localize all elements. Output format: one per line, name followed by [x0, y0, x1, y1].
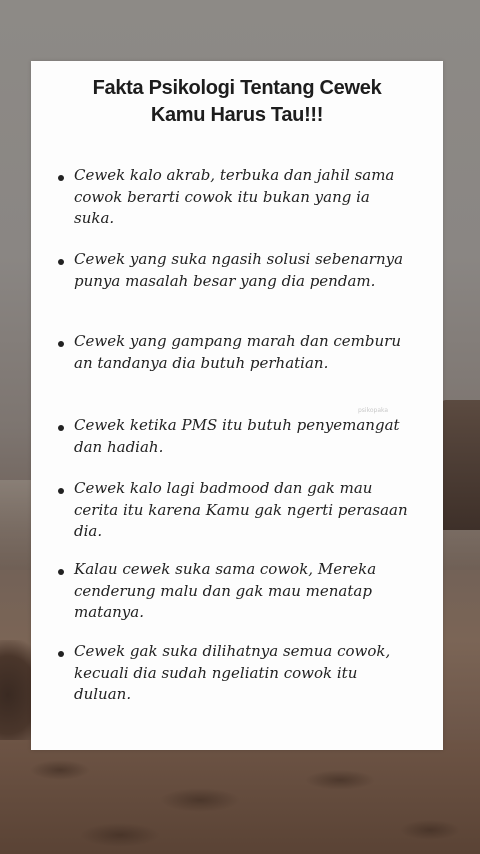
bullet-icon: [58, 259, 64, 265]
cliff-background: [440, 400, 480, 530]
card-title-line-1: Fakta Psikologi Tentang Cewek: [92, 77, 382, 99]
card-title-line-2: Kamu Harus Tau!!!: [150, 104, 324, 126]
fact-card: [31, 61, 443, 750]
fact-text: Cewek kalo akrab, terbuka dan jahil sama cowok berarti cowok itu bukan yang ia suka.: [74, 166, 395, 227]
fact-text: Kalau cewek suka sama cowok, Mereka cenderung malu dan gak mau menatap matanya.: [74, 560, 377, 621]
bullet-icon: [58, 175, 64, 181]
fact-text: Cewek yang gampang marah dan cemburu an tandanya dia butuh perhatian.: [74, 332, 401, 372]
bullet-icon: [58, 569, 64, 575]
bullet-icon: [58, 651, 64, 657]
bullet-icon: [58, 488, 64, 494]
fact-text: Cewek kalo lagi badmood dan gak mau cerita itu karena Kamu gak ngerti perasaan dia.: [74, 479, 408, 540]
fact-text: Cewek ketika PMS itu butuh penyemangat dan hadiah.: [74, 416, 400, 456]
sand-background: [0, 740, 480, 854]
card-title: [31, 75, 443, 129]
fact-text: Cewek gak suka dilihatnya semua cowok, kecuali dia sudah ngeliatin cowok itu duluan.: [74, 642, 391, 703]
bullet-icon: [58, 341, 64, 347]
bullet-icon: [58, 425, 64, 431]
watermark-text: psikopaka: [358, 407, 389, 414]
fact-text: Cewek yang suka ngasih solusi sebenarnya punya masalah besar yang dia pendam.: [74, 250, 404, 290]
